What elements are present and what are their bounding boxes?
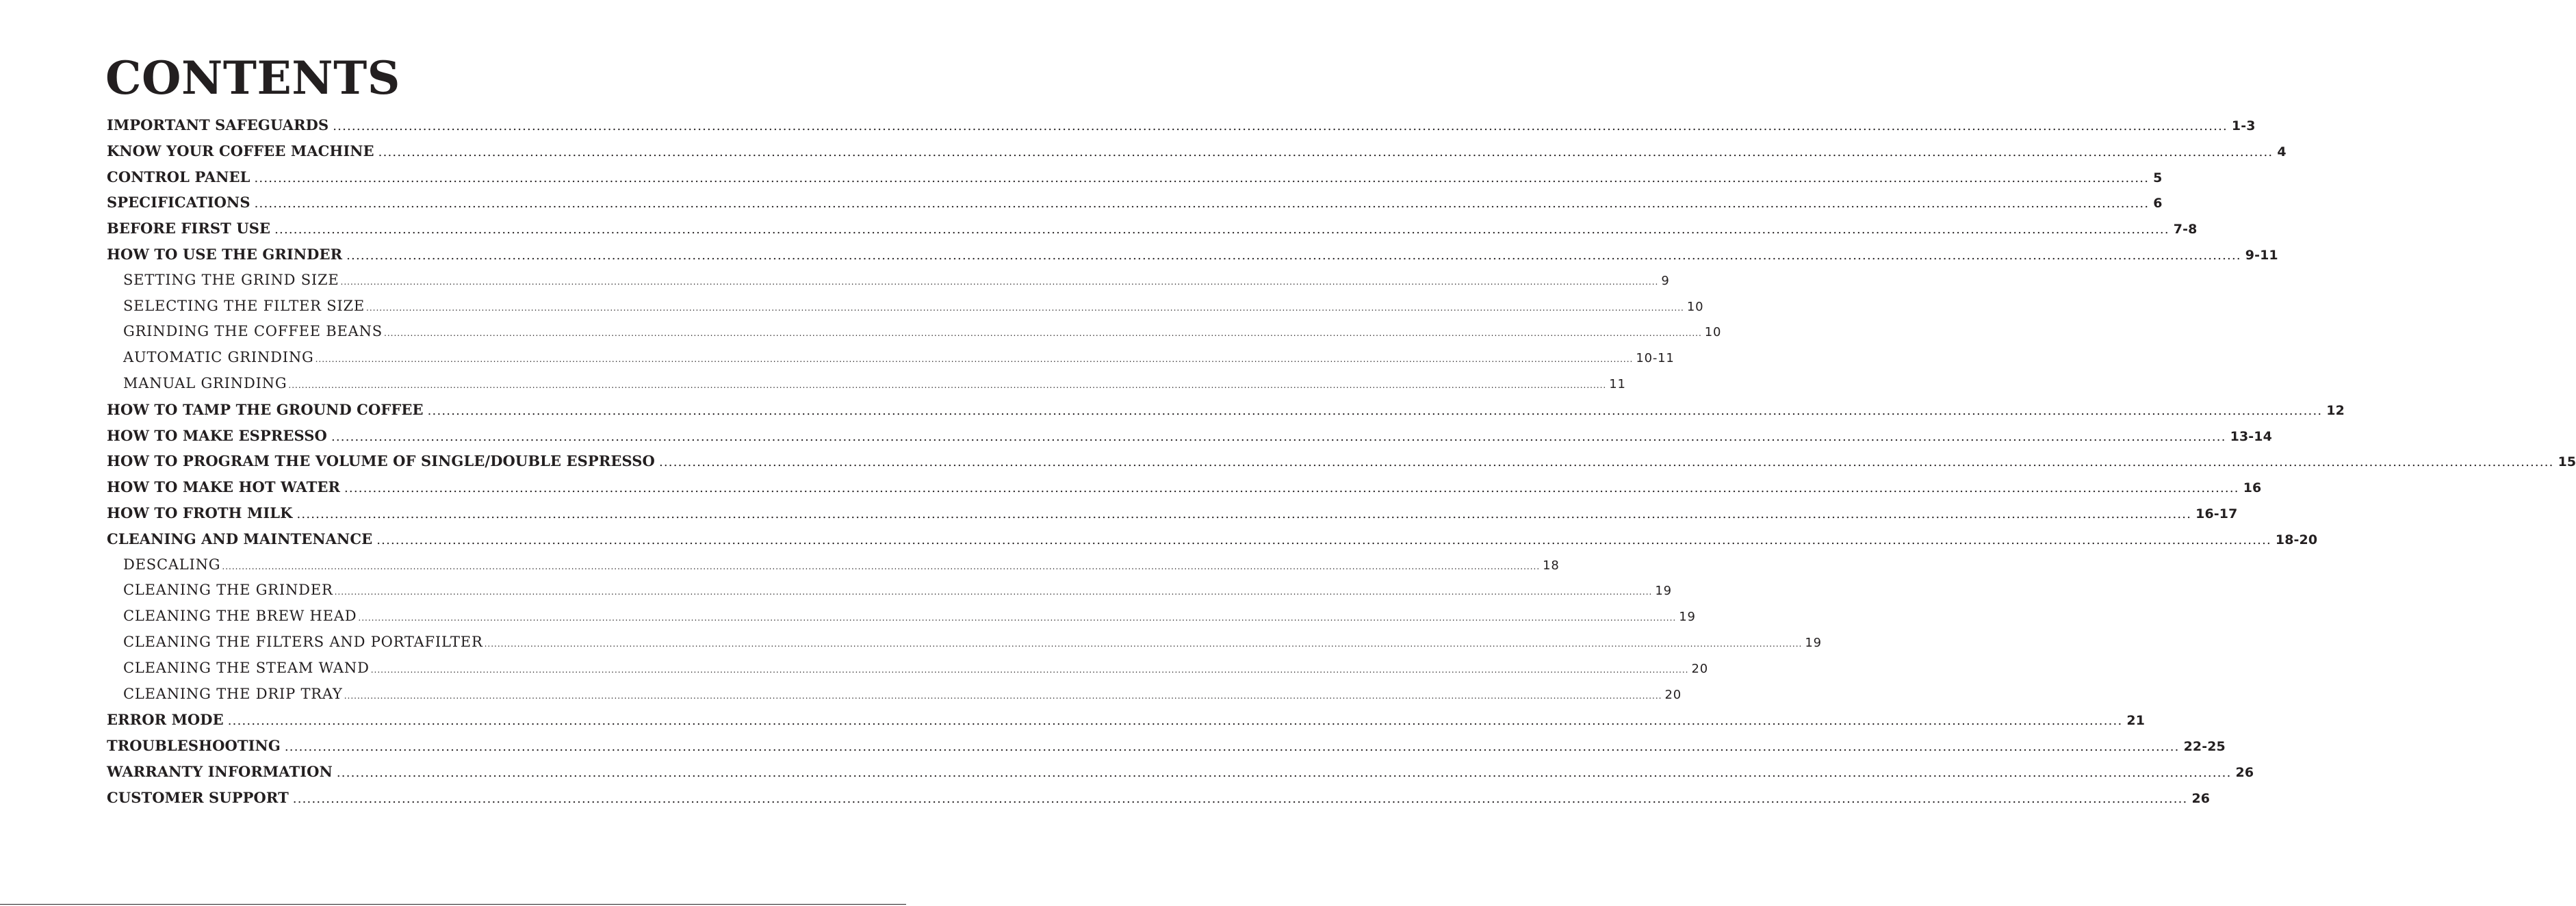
toc-entry[interactable] — [107, 759, 2254, 785]
bottom-rule — [0, 904, 906, 905]
dot-leader: ................................................................................................................................................................................................................................................................................................................................................................................................................ — [370, 664, 1689, 675]
dot-leader: ................................................................................................................................................................................................................................................................................................................................................................................................................ — [334, 587, 1653, 597]
toc-entry[interactable] — [107, 138, 2287, 164]
toc-page-number: 22-25 — [2183, 739, 2226, 755]
dot-leader: ................................................................................................................................................................................................................................................................................................................................................................................................................ — [333, 119, 2228, 133]
toc-entry[interactable] — [107, 785, 2211, 811]
toc-subentry[interactable] — [107, 604, 1696, 630]
dot-leader: ................................................................................................................................................................................................................................................................................................................................................................................................................ — [344, 690, 1662, 701]
dot-leader: ................................................................................................................................................................................................................................................................................................................................................................................................................ — [254, 170, 2150, 185]
toc-entry-label: IMPORTANT SAFEGUARDS — [107, 116, 329, 133]
toc-entry-label: MANUAL GRINDING — [123, 374, 287, 391]
toc-page-number: 4 — [2277, 144, 2287, 159]
page-title: CONTENTS — [105, 51, 400, 105]
toc-page-number: 13-14 — [2230, 428, 2272, 444]
toc-entry-label: CLEANING THE GRINDER — [123, 582, 333, 599]
toc-entry[interactable] — [107, 397, 2345, 423]
toc-page-number: 10 — [1704, 325, 1722, 340]
toc-entry[interactable] — [107, 474, 2262, 500]
toc-subentry[interactable] — [107, 345, 1675, 371]
toc-page-number: 19 — [1805, 635, 1822, 650]
dot-leader: ................................................................................................................................................................................................................................................................................................................................................................................................................ — [331, 429, 2226, 444]
toc-page-number: 5 — [2153, 170, 2163, 185]
toc-entry-label: CLEANING AND MAINTENANCE — [107, 530, 373, 547]
toc-entry[interactable] — [107, 242, 2278, 268]
toc-entry-label: WARRANTY INFORMATION — [107, 762, 333, 780]
toc-entry[interactable] — [107, 526, 2318, 552]
toc-page-number: 10-11 — [1636, 351, 1675, 366]
toc-entry[interactable] — [107, 112, 2256, 138]
toc-entry-label: TROUBLESHOOTING — [107, 737, 281, 755]
dot-leader: ................................................................................................................................................................................................................................................................................................................................................................................................................ — [658, 455, 2554, 470]
toc-entry-label: CLEANING THE FILTERS AND PORTAFILTER — [123, 633, 483, 650]
toc-page-number: 26 — [2191, 790, 2211, 806]
toc-entry[interactable] — [107, 733, 2226, 759]
toc-entry[interactable] — [107, 500, 2238, 526]
toc-subentry[interactable] — [107, 656, 1709, 682]
toc-page-number: 6 — [2153, 196, 2163, 211]
dot-leader: ................................................................................................................................................................................................................................................................................................................................................................................................................ — [227, 714, 2123, 729]
toc-subentry[interactable] — [107, 630, 1822, 656]
toc-entry-label: CLEANING THE DRIP TRAY — [123, 685, 343, 702]
toc-page-number: 19 — [1655, 584, 1672, 599]
dot-leader: ................................................................................................................................................................................................................................................................................................................................................................................................................ — [384, 328, 1702, 339]
toc-page-number: 15 — [2558, 454, 2576, 470]
dot-leader: ................................................................................................................................................................................................................................................................................................................................................................................................................ — [376, 532, 2271, 547]
dot-leader: ................................................................................................................................................................................................................................................................................................................................................................................................................ — [344, 481, 2239, 496]
toc-entry-label: ERROR MODE — [107, 711, 224, 729]
toc-entry-label: SELECTING THE FILTER SIZE — [123, 297, 365, 314]
toc-entry-label: HOW TO FROTH MILK — [107, 504, 293, 521]
toc-page-number: 19 — [1679, 610, 1696, 625]
toc-entry-label: DESCALING — [123, 556, 221, 573]
toc-entry-label: HOW TO USE THE GRINDER — [107, 245, 343, 263]
dot-leader: ................................................................................................................................................................................................................................................................................................................................................................................................................ — [378, 144, 2274, 159]
toc-entry-label: CONTROL PANEL — [107, 168, 250, 185]
toc-page-number: 18 — [1543, 558, 1560, 573]
toc-entry-label: SPECIFICATIONS — [107, 194, 250, 211]
toc-subentry[interactable] — [107, 268, 1670, 294]
toc-entry[interactable] — [107, 448, 2576, 474]
toc-subentry[interactable] — [107, 682, 1682, 708]
dot-leader: ................................................................................................................................................................................................................................................................................................................................................................................................................ — [288, 380, 1607, 390]
toc-entry[interactable] — [107, 423, 2272, 449]
toc-page-number: 10 — [1686, 299, 1704, 314]
dot-leader: ................................................................................................................................................................................................................................................................................................................................................................................................................ — [427, 403, 2323, 418]
toc-page-number: 16-17 — [2195, 506, 2238, 521]
toc-page-number: 1-3 — [2231, 118, 2256, 133]
toc-subentry[interactable] — [107, 319, 1722, 345]
dot-leader: ................................................................................................................................................................................................................................................................................................................................................................................................................ — [315, 354, 1634, 365]
dot-leader: ................................................................................................................................................................................................................................................................................................................................................................................................................ — [274, 222, 2169, 237]
toc-entry-label: HOW TO MAKE ESPRESSO — [107, 426, 327, 444]
toc-entry-label: HOW TO MAKE HOT WATER — [107, 478, 341, 496]
toc-page-number: 26 — [2235, 764, 2254, 780]
toc-entry[interactable] — [107, 190, 2163, 216]
toc-page-number: 20 — [1664, 687, 1682, 702]
toc-page-number: 11 — [1609, 376, 1626, 391]
toc-subentry[interactable] — [107, 578, 1672, 604]
dot-leader: ................................................................................................................................................................................................................................................................................................................................................................................................................ — [292, 791, 2188, 806]
dot-leader: ................................................................................................................................................................................................................................................................................................................................................................................................................ — [358, 613, 1677, 623]
toc-page-number: 16 — [2243, 480, 2262, 496]
toc-entry-label: KNOW YOUR COFFEE MACHINE — [107, 142, 374, 159]
dot-leader: ................................................................................................................................................................................................................................................................................................................................................................................................................ — [336, 765, 2232, 780]
dot-leader: ................................................................................................................................................................................................................................................................................................................................................................................................................ — [254, 196, 2150, 211]
toc-entry[interactable] — [107, 707, 2146, 733]
toc-page-number: 7-8 — [2173, 222, 2198, 237]
dot-leader: ................................................................................................................................................................................................................................................................................................................................................................................................................ — [284, 740, 2180, 755]
dot-leader: ................................................................................................................................................................................................................................................................................................................................................................................................................ — [366, 302, 1684, 313]
toc-entry-label: HOW TO TAMP THE GROUND COFFEE — [107, 400, 424, 418]
toc-page-number: 12 — [2326, 402, 2345, 418]
toc-entry-label: CLEANING THE BREW HEAD — [123, 608, 357, 625]
dot-leader: ................................................................................................................................................................................................................................................................................................................................................................................................................ — [484, 638, 1803, 649]
toc-page-number: 20 — [1691, 661, 1709, 676]
toc-page-number: 9 — [1661, 273, 1670, 288]
dot-leader: ................................................................................................................................................................................................................................................................................................................................................................................................................ — [340, 276, 1659, 287]
dot-leader: ................................................................................................................................................................................................................................................................................................................................................................................................................ — [296, 506, 2192, 521]
toc-page-number: 18-20 — [2275, 532, 2318, 547]
toc-entry-label: HOW TO PROGRAM THE VOLUME OF SINGLE/DOUBLE ESPRESSO — [107, 452, 655, 470]
dot-leader: ................................................................................................................................................................................................................................................................................................................................................................................................................ — [222, 561, 1541, 571]
toc-page-number: 9-11 — [2245, 247, 2278, 263]
toc-entry-label: AUTOMATIC GRINDING — [123, 349, 314, 366]
toc-page-number: 21 — [2126, 713, 2146, 729]
dot-leader: ................................................................................................................................................................................................................................................................................................................................................................................................................ — [346, 248, 2241, 263]
toc-entry-label: CUSTOMER SUPPORT — [107, 788, 289, 806]
toc-subentry[interactable] — [107, 294, 1704, 320]
toc-entry-label: BEFORE FIRST USE — [107, 220, 271, 237]
toc-entry-label: SETTING THE GRIND SIZE — [123, 271, 339, 288]
toc-subentry[interactable] — [107, 552, 1560, 578]
toc-subentry[interactable] — [107, 371, 1626, 397]
table-of-contents — [107, 112, 2576, 811]
toc-entry-label: GRINDING THE COFFEE BEANS — [123, 323, 383, 340]
toc-entry[interactable] — [107, 164, 2163, 190]
toc-entry[interactable] — [107, 216, 2198, 242]
toc-entry-label: CLEANING THE STEAM WAND — [123, 659, 370, 676]
